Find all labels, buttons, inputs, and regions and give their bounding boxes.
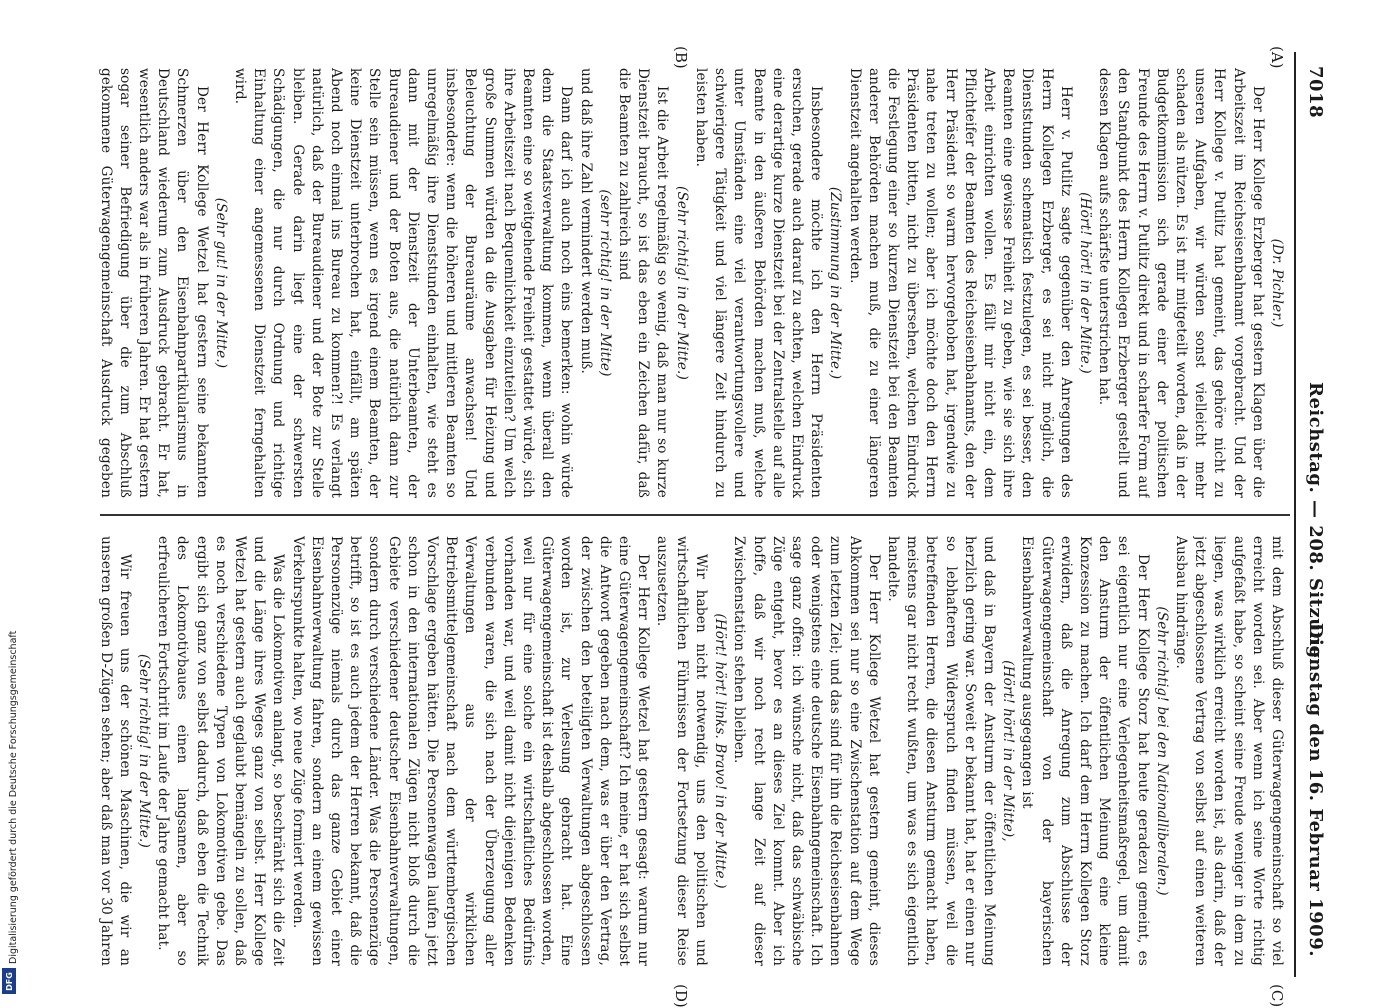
interjection: (Sehr richtig! bei den Nationalliberalen.): [1153, 606, 1170, 896]
paragraph: Dann darf ich auch noch eins bemerken: wohin würde denn die Staatsverwaltung kommen, wenn überall den Beamten eine so weitgehende Freiheit gestattet würde, sich ihre Arbeitszeit nach Bequemlichkeit einzuteilen? Um welch große Summen würden da die Ausgaben für Heizung und Beleuchtung der Bureauräume anwachsen! Und insbesondere: wenn die höheren und mittleren Beamten so unregelmäßig ihre Dienststunden einhalten, wie steht es dann mit der Dienstzeit der Unterbeamten, der Bureaudiener und der Boten aus, die natürlich dann zur Stelle sein müssen, wenn es irgend einem Beamten, der keine Dienstzeit unterbrochen hat, einfällt, am späten Abend noch einmal ins Bureau zu kommen?! Es verlangt natürlich, daß der Bureaudiener und der Bote zur Stelle bleiben. Gerade darin liegt eine der schwersten Schädigungen, die nur durch Ordnung und richtige Einhaltung einer angemessenen Dienstzeit ferngehalten wird.: [232, 68, 575, 498]
siglum-c: (C): [1268, 984, 1286, 1008]
interjection: (Dr. Pichler.): [1269, 238, 1285, 328]
paragraph: Der Herr Kollege Wetzel hat gestern gemeint, dieses Abkommen sei nur so eine Zwischenstation auf dem Wege zum letzten Ziel; und das sind für ihn die Reichseisenbahnen oder wenigstens eine deutsche Eisenbahngemeinschaft. Ich sage ganz offen: ich wünsche nicht, daß das schwäbische Züge entgeht, bevor es an dieses Ziel kommt. Aber ich hoffe, daß wir noch recht lange Zeit auf dieser Zwischenstation stehen bleiben.: [731, 536, 882, 966]
paragraph: und daß ihre Zahl vermindert werden muß.: [577, 68, 594, 374]
siglum-d: (D): [672, 984, 690, 1008]
paragraph: mit dem Abschluß dieser Güterwagengemeinschaft so viel erreicht worden sei. Aber wenn ich seine Worte richtig aufgefaßt habe, so scheint seine Freude weniger in dem zu liegen, was wirklich erreicht worden ist, als darin, daß der jetzt abgeschlossene Vertrag von selbst auf einen weiteren Ausbau hindränge.: [1172, 536, 1285, 966]
interjection: (Hört! hört! in der Mitte),: [1000, 660, 1017, 842]
right-column: [96, 536, 1286, 966]
left-column: [96, 68, 1286, 498]
siglum-b: (B): [672, 46, 690, 69]
paragraph: Der Herr Kollege Wetzel hat gestern seine bekannten Schmerzen über den Eisenbahnpartikularismus in Deutschland wiederum zum Ausdruck gebracht. Er hat, wesentlich anders war als in früheren Jahren. Er hat gestern sogar seiner Befriedigung über die zum Abschluß gekommene Güterwagengemeinschaft Ausdruck gegeben: [97, 68, 210, 498]
paragraph: Was die Lokomotiven anlangt, so beschränkt sich die Zeit und die Länge ihres Weges ganz von selbst. Herr Kollege Wetzel hat gestern auch geglaubt bemängeln zu sollen, daß es noch verschiedene Typen von Lokomotiven gebe. Das ergibt sich ganz von selbst dadurch, daß eben die Technik des Lokomotivbaues einen langsamen, aber so erfreulicheren Fortschritt im Laufe der Jahre gemacht hat.: [155, 536, 287, 966]
page-number: 7018: [1305, 66, 1326, 119]
paragraph: Der Herr Kollege Wetzel hat gestern gesagt: warum nur eine Güterwagengemeinschaft? Ich meine, er hat sich selbst die Antwort gegeben nach dem, was er über den Vertrag, der zwischen den beteiligten Verwaltungen abgeschlossen worden ist, zur Verlesung gebracht hat. Eine Güterwagengemeinschaft ist deshalb abgeschlossen worden, weil nur für eine solche ein wirtschaftliches Bedürfnis vorhanden war, und weil damit nicht diejenigen Bedenken verbunden waren, die sich nach der Überzeugung aller Verwaltungen aus der wirklichen Betriebsmittelgemeinschaft nach dem württembergischen Vorschlage ergeben hätten. Die Personenwagen laufen jetzt schon in den internationalen Zügen nicht bloß durch die Gebiete verschiedener deutscher Eisenbahnverwaltungen, sondern durch verschiedene Länder. Was die Personenzüge betrifft, so ist es auch jedem der Herren bekannt, daß die Personenzüge niemals durch das ganze Gebiet einer Eisenbahnverwaltung fahren, sondern an einem gewissen Verkehrspunkte halten, wo neue Züge formiert werden.: [289, 536, 652, 966]
paragraph: Insbesondere möchte ich den Herrn Präsidenten ersuchen, gerade auch darauf zu achten, welchen Eindruck eine derartige kurze Dienstzeit bei der Zentralstelle auf alle Beamte in den äußeren Behörden machen muß, welche unter Umständen eine viel verantwortungsvollere und schwierigere Tätigkeit und viel längere Zeit hindurch zu leisten haben.: [692, 68, 825, 498]
rotated-page-frame: [90, 46, 1330, 1008]
dfg-logo-text: DFG: [4, 971, 14, 991]
paragraph: Herr v. Putlitz sagte gegenüber den Anregungen des Herrn Kollegen Erzberger, es sei nicht möglich, die Dienststunden schematisch festzulegen, es sei besser, den Beamten eine gewisse Freiheit zu geben, wie sie sich ihre Arbeit einrichten wollen. Es fällt mir nicht ein, dem Pflichteifer der Beamten des Reichseisenbahnamts, den der Herr Präsident so warm hervorgehoben hat, irgendwie zu nahe treten zu wollen; aber ich möchte doch den Herrn Präsidenten bitten, nicht zu übersehen, welchen Eindruck die Festlegung einer so kurzen Dienstzeit bei den Beamten anderer Behörden machen muß, die zu einer längeren Dienstzeit angehalten werden.: [846, 68, 1074, 498]
interjection: (Sehr richtig! in der Mitte.): [673, 186, 690, 380]
interjection: (Sehr gut! in der Mitte.): [212, 197, 229, 369]
paragraph: Wir haben nicht notwendig, uns den politischen und wirtschaftlichen Führnissen der Fortsetzung dieser Reise auszusetzen.: [654, 536, 709, 966]
column-divider: [100, 514, 1290, 516]
interjection: (Hört! hört! in der Mitte.): [1076, 192, 1093, 374]
siglum-a: (A): [1268, 46, 1286, 69]
paragraph: Der Herr Kollege Storz hat heute geradezu gemeint, es sei eigentlich nur eine Verlegenheitsmaßregel, um damit den Ansturm der öffentlichen Meinung eine kleine Konzession zu machen. Ich darf dem Herrn Kollegen Storz erwidern, daß die Anregung zum Abschlusse der Güterwagengemeinschaft von der bayerischen Eisenbahnverwaltung ausgegangen ist: [1019, 536, 1151, 966]
paragraph: Ist die Arbeit regelmäßig so wenig, daß man nur so kurze Dienstzeit braucht, so ist das eben ein Zeichen dafür, daß die Beamten zu zahlreich sind: [616, 68, 671, 498]
paragraph: und daß in Bayern der Ansturm der öffentlichen Meinung herzlich gering war. Soweit er bekannt hat, hat er einen nur so lebhafteren Widerspruch finden müssen, weil die betreffenden Herren, die diesen Ansturm gemacht haben, meistens gar nicht recht wußten, um was es sich eigentlich handelte.: [884, 536, 997, 966]
paragraph: Wir freuen uns der schönen Maschinen, die wir an unseren großen D-Zügen sehen; aber daß man vor 30 Jahren: [97, 536, 133, 966]
interjection: (Sehr richtig! in der Mitte.): [136, 654, 153, 848]
session-date: Dienstag den 16. Februar 1909.: [1305, 622, 1326, 957]
dfg-credit: Digitalisierung gefördert durch die Deutsche Forschungsgemeinschaft: [8, 630, 19, 964]
interjection: (Hört! hört! links. Bravo! in der Mitte.): [712, 613, 729, 889]
page-header: [1302, 52, 1330, 977]
interjection: (sehr richtig! in der Mitte): [596, 189, 613, 377]
interjection: (Zustimmung in der Mitte.): [827, 186, 844, 380]
header-rule: [1294, 52, 1296, 977]
paragraph: Der Herr Kollege Erzberger hat gestern Klagen über die Arbeitszeit im Reichseisenbahnamt vorgebracht. Und der Herr Kollege v. Putlitz hat gemeint, das gehöre nicht zu unseren Aufgaben, wir würden sonst vielleicht mehr schaden als nützen. Es ist mir mitgeteilt worden, daß in der Budgetkommission sich gerade einer der politischen Freunde des Herrn v. Putlitz direkt und in scharfer Form auf den Standpunkt des Herrn Kollegen Erzberger gestellt und dessen Klagen aufs schärfste unterstrichen hat.: [1096, 68, 1266, 498]
page-title: Reichstag. — 208. Sitzung.: [1305, 382, 1326, 666]
dfg-logo-icon: [2, 968, 16, 994]
